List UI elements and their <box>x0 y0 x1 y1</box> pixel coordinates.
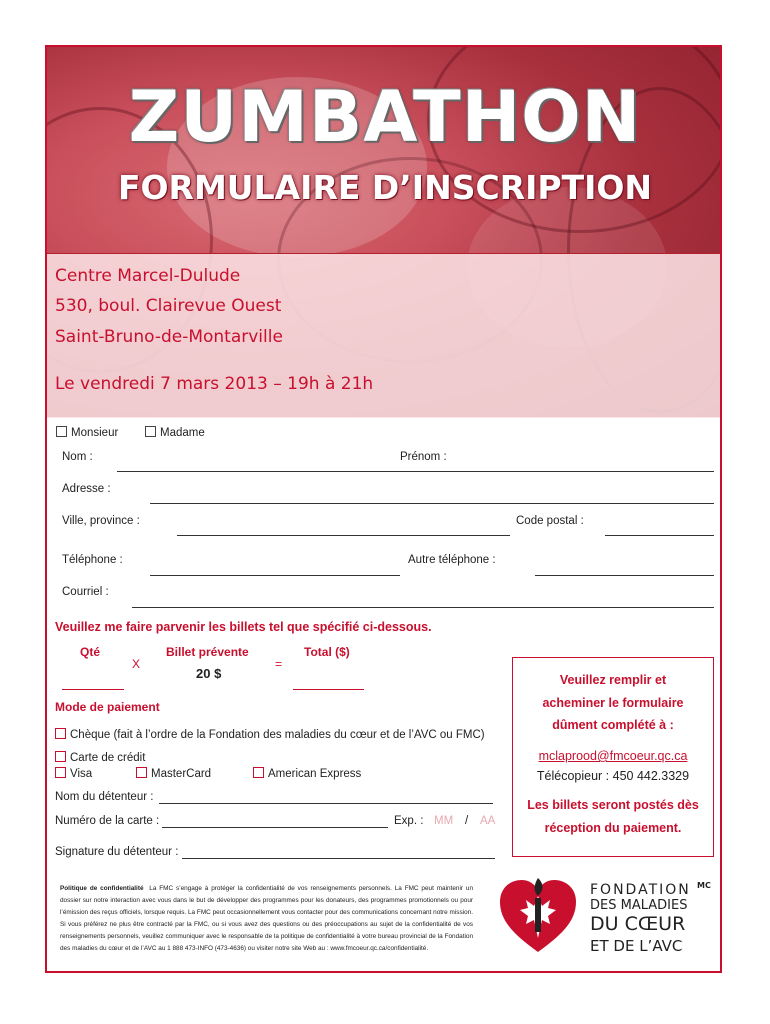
logo-line-4: ET DE L’AVC <box>590 937 683 955</box>
price-label: Billet prévente <box>166 645 249 659</box>
courriel-field[interactable] <box>132 607 714 608</box>
code-postal-field[interactable] <box>605 535 714 536</box>
madame-label: Madame <box>160 427 205 439</box>
holder-field[interactable] <box>159 803 493 804</box>
option-visa[interactable] <box>55 767 92 780</box>
privacy-policy <box>60 883 473 955</box>
prenom-label: Prénom : <box>400 451 447 463</box>
heart-torch-logo-icon <box>498 876 578 956</box>
option-mastercard[interactable] <box>136 767 211 780</box>
logo-line-2: DES MALADIES <box>590 898 688 913</box>
exp-year-field[interactable]: AA <box>480 815 496 827</box>
times-sign: X <box>132 657 141 671</box>
autre-telephone-label: Autre téléphone : <box>408 554 496 566</box>
ville-field[interactable] <box>177 535 510 536</box>
holder-label: Nom du détenteur : <box>55 791 154 803</box>
mastercard-label: MasterCard <box>151 768 212 780</box>
total-label: Total ($) <box>304 645 350 659</box>
instructions-line-1: Veuillez remplir et <box>559 673 667 687</box>
credit-label: Carte de crédit <box>70 752 146 764</box>
fax-number: Télécopieur : 450 442.3329 <box>536 769 690 783</box>
signature-field[interactable] <box>182 858 495 859</box>
checkbox-credit[interactable] <box>55 751 66 762</box>
option-monsieur[interactable] <box>56 426 118 439</box>
exp-label: Exp. : <box>394 815 424 827</box>
logo-line-3: DU CŒUR <box>590 913 686 935</box>
autre-telephone-field[interactable] <box>535 575 714 576</box>
equals-sign: = <box>275 657 283 671</box>
telephone-field[interactable] <box>150 575 400 576</box>
adresse-label: Adresse : <box>62 483 111 495</box>
visa-label: Visa <box>70 768 93 780</box>
card-number-label: Numéro de la carte : <box>55 815 160 827</box>
checkbox-monsieur[interactable] <box>56 426 67 437</box>
checkbox-mastercard[interactable] <box>136 767 147 778</box>
instructions-line-4: Les billets seront postés dès <box>527 798 699 812</box>
payment-heading: Mode de paiement <box>55 700 160 714</box>
tickets-heading: Veuillez me faire parvenir les billets tel que spécifié ci-dessous. <box>55 620 432 634</box>
ville-label: Ville, province : <box>62 515 140 527</box>
contact-email-link[interactable]: mclaprood@fmcoeur.qc.ca <box>538 749 688 763</box>
instructions-line-2: acheminer le formulaire <box>542 696 684 710</box>
total-field[interactable] <box>293 689 364 690</box>
instructions-box <box>512 657 714 857</box>
amex-label: American Express <box>268 768 362 780</box>
policy-text: La FMC s’engage à protéger la confidentialité de vos renseignements personnels. La FMC peut maintenir un dossier sur notre interaction avec vous dans le but de développer des programmes pour les donateurs, des programmes promotionnels ou pour l’émission des reçus officiels, lorsque requis. La FMC peut occasionnellement vous contacter pour des communications concernant notre mission. Si vous préférez ne plus être contracté par la FMC, ou si vous avez des questions ou des préoccupations au sujet de la confidentialité de vos renseignements personnels, veuillez communiquer avec le responsable de la politique de confidentialité à votre bureau provincial de la Fondation des maladies du cœur et de l’AVC au 1 888 473-INFO (473-4636) ou visiter notre site Web au : www.fmcoeur.qc.ca/confidentialité. <box>60 885 473 952</box>
logo-line-1: FONDATION <box>590 882 691 898</box>
qty-field[interactable] <box>62 689 124 690</box>
option-cheque[interactable] <box>55 728 485 741</box>
event-venue: Centre Marcel-Dulude <box>55 266 241 286</box>
page-subtitle: FORMULAIRE D’INSCRIPTION <box>117 168 653 207</box>
checkbox-cheque[interactable] <box>55 728 66 739</box>
instructions-line-5: réception du paiement. <box>544 821 682 835</box>
cheque-label: Chèque (fait à l’ordre de la Fondation des maladies du cœur et de l’AVC ou FMC) <box>70 729 485 741</box>
logo-mc-mark: MC <box>697 881 711 890</box>
policy-title: Politique de confidentialité <box>60 885 144 892</box>
courriel-label: Courriel : <box>62 586 109 598</box>
code-postal-label: Code postal : <box>516 515 584 527</box>
event-city: Saint-Bruno-de-Montarville <box>55 327 283 347</box>
telephone-label: Téléphone : <box>62 554 123 566</box>
exp-slash: / <box>465 815 469 827</box>
card-number-field[interactable] <box>162 827 388 828</box>
checkbox-madame[interactable] <box>145 426 156 437</box>
adresse-field[interactable] <box>150 503 714 504</box>
page-title: ZUMBATHON <box>128 76 642 158</box>
checkbox-amex[interactable] <box>253 767 264 778</box>
option-madame[interactable] <box>145 426 205 439</box>
option-credit[interactable] <box>55 751 145 764</box>
nom-label: Nom : <box>62 451 93 463</box>
name-field[interactable] <box>117 471 714 472</box>
exp-month-field[interactable]: MM <box>434 815 454 827</box>
qty-label: Qté <box>80 645 101 659</box>
instructions-line-3: dûment complété à : <box>552 718 674 732</box>
event-date: Le vendredi 7 mars 2013 – 19h à 21h <box>55 374 374 394</box>
monsieur-label: Monsieur <box>71 427 119 439</box>
checkbox-visa[interactable] <box>55 767 66 778</box>
ticket-price: 20 $ <box>196 666 222 681</box>
event-address: 530, boul. Clairevue Ouest <box>55 296 282 316</box>
signature-label: Signature du détenteur : <box>55 846 179 858</box>
option-amex[interactable] <box>253 767 361 780</box>
